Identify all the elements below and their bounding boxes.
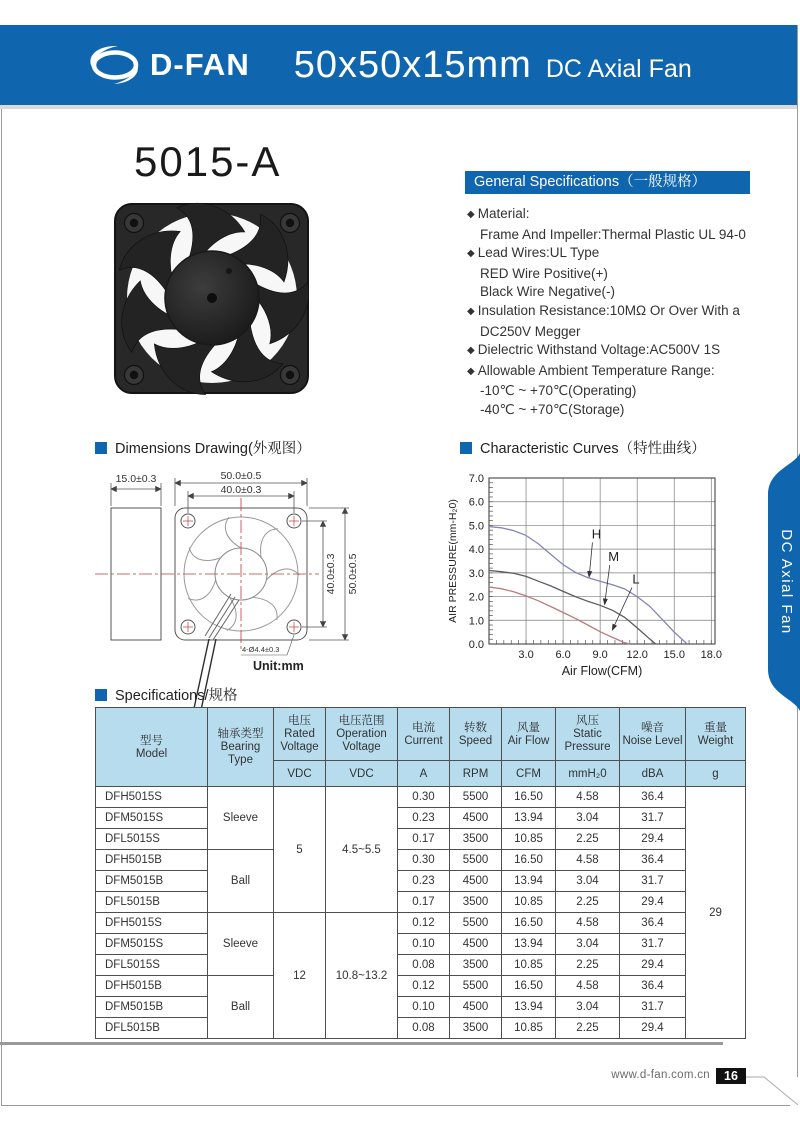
header-size-title: 50x50x15mm <box>293 43 532 86</box>
table-row <box>96 913 746 934</box>
spec-cell: 0.23 <box>398 871 450 892</box>
spec-cell: 29.4 <box>620 829 686 850</box>
annotation-leader <box>614 588 632 626</box>
spec-cell: 0.12 <box>398 976 450 997</box>
spec-line-text: DC250V Megger <box>480 323 581 339</box>
spec-line <box>467 226 777 245</box>
centerlines <box>95 498 319 652</box>
spec-table-heading-label: Specifications/规格 <box>115 688 238 704</box>
spec-cell: 0.10 <box>398 997 450 1018</box>
spec-line <box>467 382 777 401</box>
spec-cell: 2.25 <box>556 955 620 976</box>
blue-square-bullet-icon <box>95 689 107 701</box>
specifications-table <box>95 707 746 1039</box>
spec-cell: 0.10 <box>398 934 450 955</box>
characteristic-curves-chart <box>445 466 741 684</box>
column-header: 型号 Model <box>96 708 208 787</box>
blue-square-bullet-icon <box>95 442 107 454</box>
diamond-bullet-icon: ◆ <box>467 365 475 377</box>
spec-cell: 0.08 <box>398 1018 450 1039</box>
table-row <box>96 808 746 829</box>
spec-cell: 29 <box>686 787 746 1039</box>
dimensions-heading-label: Dimensions Drawing(外观图） <box>115 441 311 457</box>
column-header: 重量 Weight <box>686 708 746 761</box>
spec-cell: 0.12 <box>398 913 450 934</box>
spec-cell: 4500 <box>450 871 502 892</box>
y-tick-label: 2.0 <box>468 591 484 604</box>
column-unit: CFM <box>502 761 556 787</box>
fan-product-image <box>112 200 312 398</box>
brand-name: D-FAN <box>150 47 250 82</box>
spec-cell: DFM5015B <box>96 871 208 892</box>
spec-cell: DFH5015B <box>96 850 208 871</box>
spec-cell: 3500 <box>450 955 502 976</box>
column-header: 电压范围 Operation Voltage <box>326 708 398 761</box>
curve-label-L: L <box>632 571 640 587</box>
spec-cell: DFL5015B <box>96 892 208 913</box>
diamond-bullet-icon: ◆ <box>467 209 475 220</box>
spec-cell: 3.04 <box>556 997 620 1018</box>
spec-cell: 2.25 <box>556 892 620 913</box>
spec-cell: 4.58 <box>556 787 620 808</box>
spec-cell: 29.4 <box>620 955 686 976</box>
column-unit: mmH₂0 <box>556 761 620 787</box>
spec-cell: 16.50 <box>502 787 556 808</box>
dimensions-heading <box>95 437 311 458</box>
spec-cell: 36.4 <box>620 850 686 871</box>
dim-outer-width: 50.0±0.5 <box>220 470 262 482</box>
spec-cell: 13.94 <box>502 934 556 955</box>
y-axis-label: AIR PRESSURE(mm-H₂0) <box>447 499 459 623</box>
dim-outer-height: 50.0±0.5 <box>347 553 359 595</box>
spec-line-text: -10℃ ~ +70℃(Operating) <box>480 383 637 399</box>
spec-cell: 10.8~13.2 <box>326 913 398 1039</box>
unit-label: Unit:mm <box>253 659 304 673</box>
general-specs-header: General Specifications（一般规格） <box>465 171 750 194</box>
spec-line <box>467 341 777 362</box>
spec-cell: 12 <box>274 913 326 1039</box>
y-tick-label: 0.0 <box>468 639 484 651</box>
spec-line <box>467 362 777 383</box>
dim-side-width: 15.0±0.3 <box>115 473 157 485</box>
spec-cell: 4500 <box>450 997 502 1018</box>
curve-M <box>489 571 656 645</box>
spec-cell: DFH5015S <box>96 787 208 808</box>
spec-line-text: Frame And Impeller:Thermal Plastic UL 94-0 <box>480 226 746 242</box>
table-row <box>96 976 746 997</box>
table-row <box>96 1018 746 1039</box>
spec-cell: 10.85 <box>502 892 556 913</box>
page-border-left <box>1 25 2 1106</box>
spec-cell: 31.7 <box>620 871 686 892</box>
fan-logo-icon <box>82 42 146 88</box>
spec-cell: 0.23 <box>398 808 450 829</box>
spec-line <box>467 323 777 342</box>
column-unit: dBA <box>620 761 686 787</box>
spec-cell: 16.50 <box>502 913 556 934</box>
spec-cell: 13.94 <box>502 871 556 892</box>
curve-L <box>489 587 630 644</box>
column-unit: A <box>398 761 450 787</box>
spec-line <box>467 302 777 323</box>
x-tick-label: 9.0 <box>592 649 608 661</box>
side-tab <box>754 453 800 711</box>
spec-cell: DFL5015S <box>96 955 208 976</box>
spec-cell: 0.30 <box>398 850 450 871</box>
spec-table-header <box>96 708 746 787</box>
spec-line-text: Material: <box>477 206 530 221</box>
general-specs-list <box>467 205 777 420</box>
spec-cell: 10.85 <box>502 1018 556 1039</box>
spec-cell: 13.94 <box>502 808 556 829</box>
y-tick-label: 1.0 <box>468 615 484 628</box>
annotation-arrowhead <box>612 624 617 631</box>
y-tick-label: 4.0 <box>468 544 484 557</box>
spec-cell: 16.50 <box>502 976 556 997</box>
table-row <box>96 934 746 955</box>
product-model-title: 5015-A <box>134 138 282 185</box>
column-unit: g <box>686 761 746 787</box>
y-tick-label: 3.0 <box>468 567 484 580</box>
spec-cell: DFH5015B <box>96 976 208 997</box>
spec-cell: 13.94 <box>502 997 556 1018</box>
y-tick-label: 7.0 <box>468 473 484 485</box>
spec-cell: 4.58 <box>556 913 620 934</box>
spec-cell: 10.85 <box>502 829 556 850</box>
header-bar <box>0 25 797 105</box>
side-tab-label: DC Axial Fan <box>778 529 795 635</box>
column-header: 电压 Rated Voltage <box>274 708 326 761</box>
spec-line-text: Black Wire Negative(-) <box>480 284 616 300</box>
spec-line <box>467 283 777 302</box>
spec-cell: 5500 <box>450 976 502 997</box>
table-row <box>96 850 746 871</box>
curve-label-M: M <box>608 549 620 564</box>
impeller-outline <box>184 517 300 632</box>
spec-cell: Sleeve <box>208 787 274 850</box>
brand-logo <box>82 42 250 88</box>
annotation-arrowhead <box>603 598 608 605</box>
spec-cell: 29.4 <box>620 892 686 913</box>
spec-cell: 4500 <box>450 808 502 829</box>
column-header: 风量 Air Flow <box>502 708 556 761</box>
spec-cell: 3.04 <box>556 871 620 892</box>
dim-hole-pitch-v: 40.0±0.3 <box>325 553 337 595</box>
spec-cell: 10.85 <box>502 955 556 976</box>
spec-cell: 0.17 <box>398 829 450 850</box>
dim-hole-pitch-h: 40.0±0.3 <box>220 484 262 496</box>
spec-cell: 3500 <box>450 892 502 913</box>
x-tick-label: 3.0 <box>518 649 534 661</box>
spec-cell: 3.04 <box>556 934 620 955</box>
spec-cell: 36.4 <box>620 913 686 934</box>
table-row <box>96 892 746 913</box>
spec-line <box>467 265 777 284</box>
footer-website: www.d-fan.com.cn <box>611 1069 710 1081</box>
x-axis-label: Air Flow(CFM) <box>561 664 643 678</box>
column-unit: VDC <box>326 761 398 787</box>
spec-cell: 3500 <box>450 829 502 850</box>
spec-cell: 0.08 <box>398 955 450 976</box>
spec-cell: 31.7 <box>620 997 686 1018</box>
dim-hole-callout: 4-Ø4.4±0.3 <box>242 645 280 654</box>
curve-label-H: H <box>591 526 602 542</box>
table-row <box>96 829 746 850</box>
spec-cell: 36.4 <box>620 787 686 808</box>
spec-cell: 5 <box>274 787 326 913</box>
spec-line-text: Allowable Ambient Temperature Range: <box>477 362 715 378</box>
diamond-bullet-icon: ◆ <box>467 345 475 357</box>
x-tick-label: 15.0 <box>663 649 685 661</box>
spec-cell: 2.25 <box>556 1018 620 1039</box>
x-tick-label: 18.0 <box>700 649 723 661</box>
column-header: 风压 Static Pressure <box>556 708 620 761</box>
spec-cell: Ball <box>208 850 274 913</box>
spec-line <box>467 244 777 265</box>
plot-border <box>489 478 715 644</box>
diamond-bullet-icon: ◆ <box>467 248 475 260</box>
blue-square-bullet-icon <box>460 442 472 454</box>
table-row <box>96 997 746 1018</box>
spec-cell: 4500 <box>450 934 502 955</box>
spec-cell: DFM5015S <box>96 808 208 829</box>
page-border-bottom <box>1 1105 790 1106</box>
spec-line-text: Dielectric Withstand Voltage:AC500V 1S <box>477 342 721 358</box>
column-header: 电流 Current <box>398 708 450 761</box>
spec-cell: 31.7 <box>620 808 686 829</box>
spec-line <box>467 205 777 226</box>
spec-cell: 29.4 <box>620 1018 686 1039</box>
spec-cell: 36.4 <box>620 976 686 997</box>
spec-cell: 3500 <box>450 1018 502 1039</box>
corner-decoration <box>742 1066 800 1131</box>
spec-cell: 4.58 <box>556 850 620 871</box>
column-header: 转数 Speed <box>450 708 502 761</box>
spec-table-body <box>96 787 746 1039</box>
spec-cell: 16.50 <box>502 850 556 871</box>
spec-cell: DFL5015S <box>96 829 208 850</box>
table-row <box>96 787 746 808</box>
spec-cell: DFM5015B <box>96 997 208 1018</box>
table-row <box>96 955 746 976</box>
spec-line-text: Lead Wires:UL Type <box>477 245 600 261</box>
spec-cell: Sleeve <box>208 913 274 976</box>
spec-cell: 4.58 <box>556 976 620 997</box>
column-header: 轴承类型 Bearing Type <box>208 708 274 787</box>
spec-cell: 0.17 <box>398 892 450 913</box>
spec-cell: 5500 <box>450 913 502 934</box>
page-number-badge: 16 <box>716 1068 746 1084</box>
spec-cell: 5500 <box>450 850 502 871</box>
footer-rule <box>0 1042 723 1045</box>
spec-cell: 31.7 <box>620 934 686 955</box>
curves-heading <box>460 437 706 458</box>
spec-line <box>467 401 777 420</box>
header-shadow <box>0 105 797 109</box>
spec-cell: 2.25 <box>556 829 620 850</box>
spec-table-heading <box>95 684 238 705</box>
spec-cell: 5500 <box>450 787 502 808</box>
header-subtitle: DC Axial Fan <box>545 54 692 83</box>
spec-cell: 4.5~5.5 <box>326 787 398 913</box>
diamond-bullet-icon: ◆ <box>467 305 475 317</box>
spec-cell: DFM5015S <box>96 934 208 955</box>
annotation-leader <box>590 542 593 572</box>
column-unit: RPM <box>450 761 502 787</box>
spec-line-text: -40℃ ~ +70℃(Storage) <box>480 401 625 417</box>
spec-cell: Ball <box>208 976 274 1039</box>
spec-line-text: Insulation Resistance:10MΩ Or Over With a <box>477 302 740 318</box>
spec-cell: 3.04 <box>556 808 620 829</box>
x-tick-label: 6.0 <box>555 649 571 661</box>
y-tick-label: 5.0 <box>468 520 484 533</box>
x-tick-label: 12.0 <box>626 649 648 661</box>
column-header: 噪音 Noise Level <box>620 708 686 761</box>
spec-cell: 0.30 <box>398 787 450 808</box>
table-row <box>96 871 746 892</box>
curves-heading-label: Characteristic Curves（特性曲线） <box>480 441 706 457</box>
spec-line-text: RED Wire Positive(+) <box>480 265 608 281</box>
y-tick-label: 6.0 <box>468 496 484 509</box>
wire-channel <box>205 594 239 640</box>
curve-H <box>489 527 687 644</box>
spec-cell: DFH5015S <box>96 913 208 934</box>
column-unit: VDC <box>274 761 326 787</box>
spec-cell: DFL5015B <box>96 1018 208 1039</box>
